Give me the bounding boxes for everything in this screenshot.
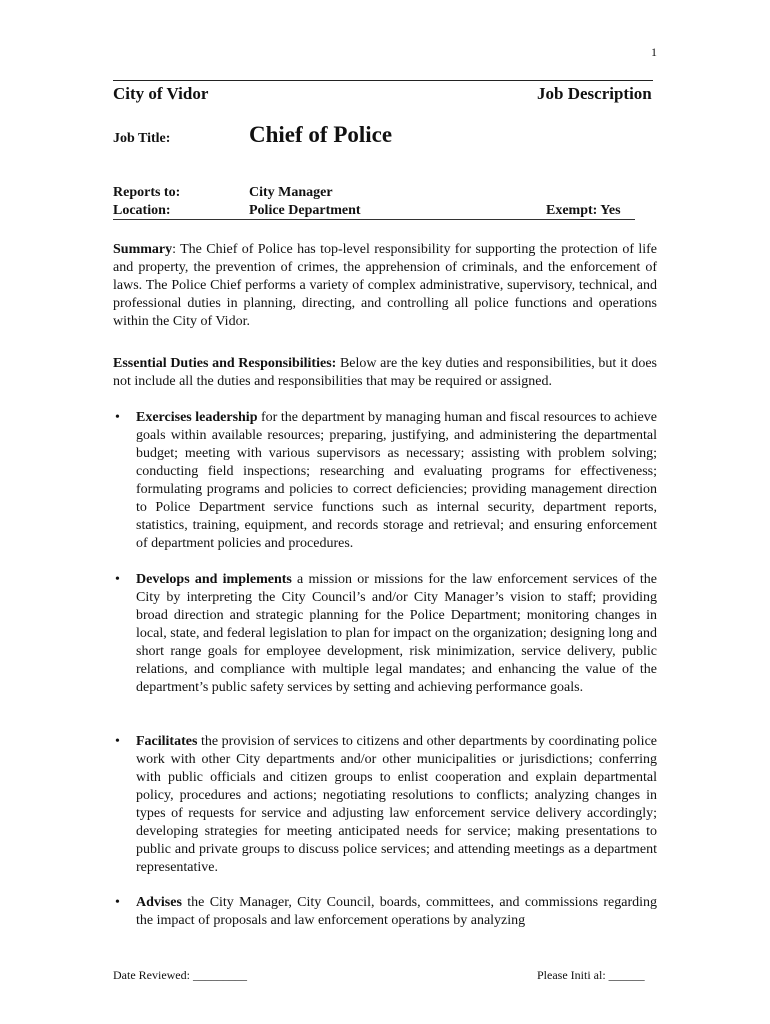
location-label: Location: (113, 203, 171, 218)
summary-label: Summary (113, 242, 173, 257)
initial-field: Please Initi al: ______ (537, 968, 645, 982)
page-number: 1 (651, 45, 657, 59)
location-value: Police Department (249, 203, 361, 218)
list-item (136, 894, 657, 930)
list-item-text: a mission or missions for the law enforcement services of the City by interpreting the City Council’s and/or City Manager’s vision to staff; providing broad direction and strategic planning for the Police Department; monitoring changes in local, state, and federal legislation to plan for impact on the organization; designing long and short range goals for employee development, risk minimization, service delivery, public relations, and compliance with multiple legal mandates; and enhancing the value of the department’s public safety services by setting and achieving performance goals. (136, 572, 657, 695)
list-item-lead: Advises (136, 895, 182, 910)
list-item-lead: Develops and implements (136, 572, 292, 587)
list-item (136, 733, 657, 877)
list-item-text: the provision of services to citizens and other departments by coordinating police work with other City departments and/or other municipalities or jurisdictions; conferring with public officials and citizen groups to enlist cooperation and explain departmental policy, procedures and actions; negotiating resolutions to conflicts; analyzing changes in types of requests for service and adjusting law enforcement service delivery accordingly; developing strategies for meeting anticipated needs for service; making presentations to public and private groups to discuss police services; and attending meetings as a department representative. (136, 734, 657, 875)
essential-duties-label: Essential Duties and Responsibilities: (113, 356, 337, 371)
essential-duties-text: Below are the key duties and responsibilities, but it does not include all the duties and responsibilities that may be required or assigned. (113, 356, 657, 389)
exempt-status: Exempt: Yes (546, 203, 621, 218)
summary-text: : The Chief of Police has top-level responsibility for supporting the protection of life and property, the prevention of crimes, the apprehension of criminals, and the enforcement of laws. The Police Chief performs a variety of complex administrative, supervisory, technical, and professional duties in planning, directing, and controlling all police functions and operations within the City of Vidor. (113, 242, 657, 329)
list-item (136, 409, 657, 553)
list-item-lead: Exercises leadership (136, 410, 258, 425)
summary-paragraph (113, 241, 657, 331)
date-reviewed-field: Date Reviewed: _________ (113, 968, 247, 982)
job-title-value: Chief of Police (249, 122, 393, 147)
list-item-lead: Facilitates (136, 734, 198, 749)
fields-underline (113, 219, 635, 220)
list-item-text: the City Manager, City Council, boards, committees, and commissions regarding the impact of proposals and law enforcement operations by analyzing (136, 895, 657, 928)
bullet-icon: • (115, 895, 120, 910)
document-type: Job Description (537, 84, 652, 103)
reports-to-value: City Manager (249, 185, 333, 200)
essential-duties-paragraph (113, 355, 657, 391)
bullet-icon: • (115, 572, 120, 587)
bullet-icon: • (115, 410, 120, 425)
job-title-label: Job Title: (113, 131, 171, 146)
bullet-icon: • (115, 734, 120, 749)
organization-name: City of Vidor (113, 84, 209, 103)
list-item-text: for the department by managing human and fiscal resources to achieve goals within available resources; preparing, justifying, and administering the departmental budget; meeting with various supervisors as necessary; assisting with problem solving; conducting field inspections; researching and evaluating programs for effectiveness; formulating programs and policies to correct deficiencies; providing management direction to Police Department service functions such as internal security, department reports, statistics, training, equipment, and records storage and retrieval; and ensuring enforcement of department policies and procedures. (136, 410, 657, 551)
list-item (136, 571, 657, 697)
reports-to-label: Reports to: (113, 185, 181, 200)
header-rule (113, 80, 653, 81)
